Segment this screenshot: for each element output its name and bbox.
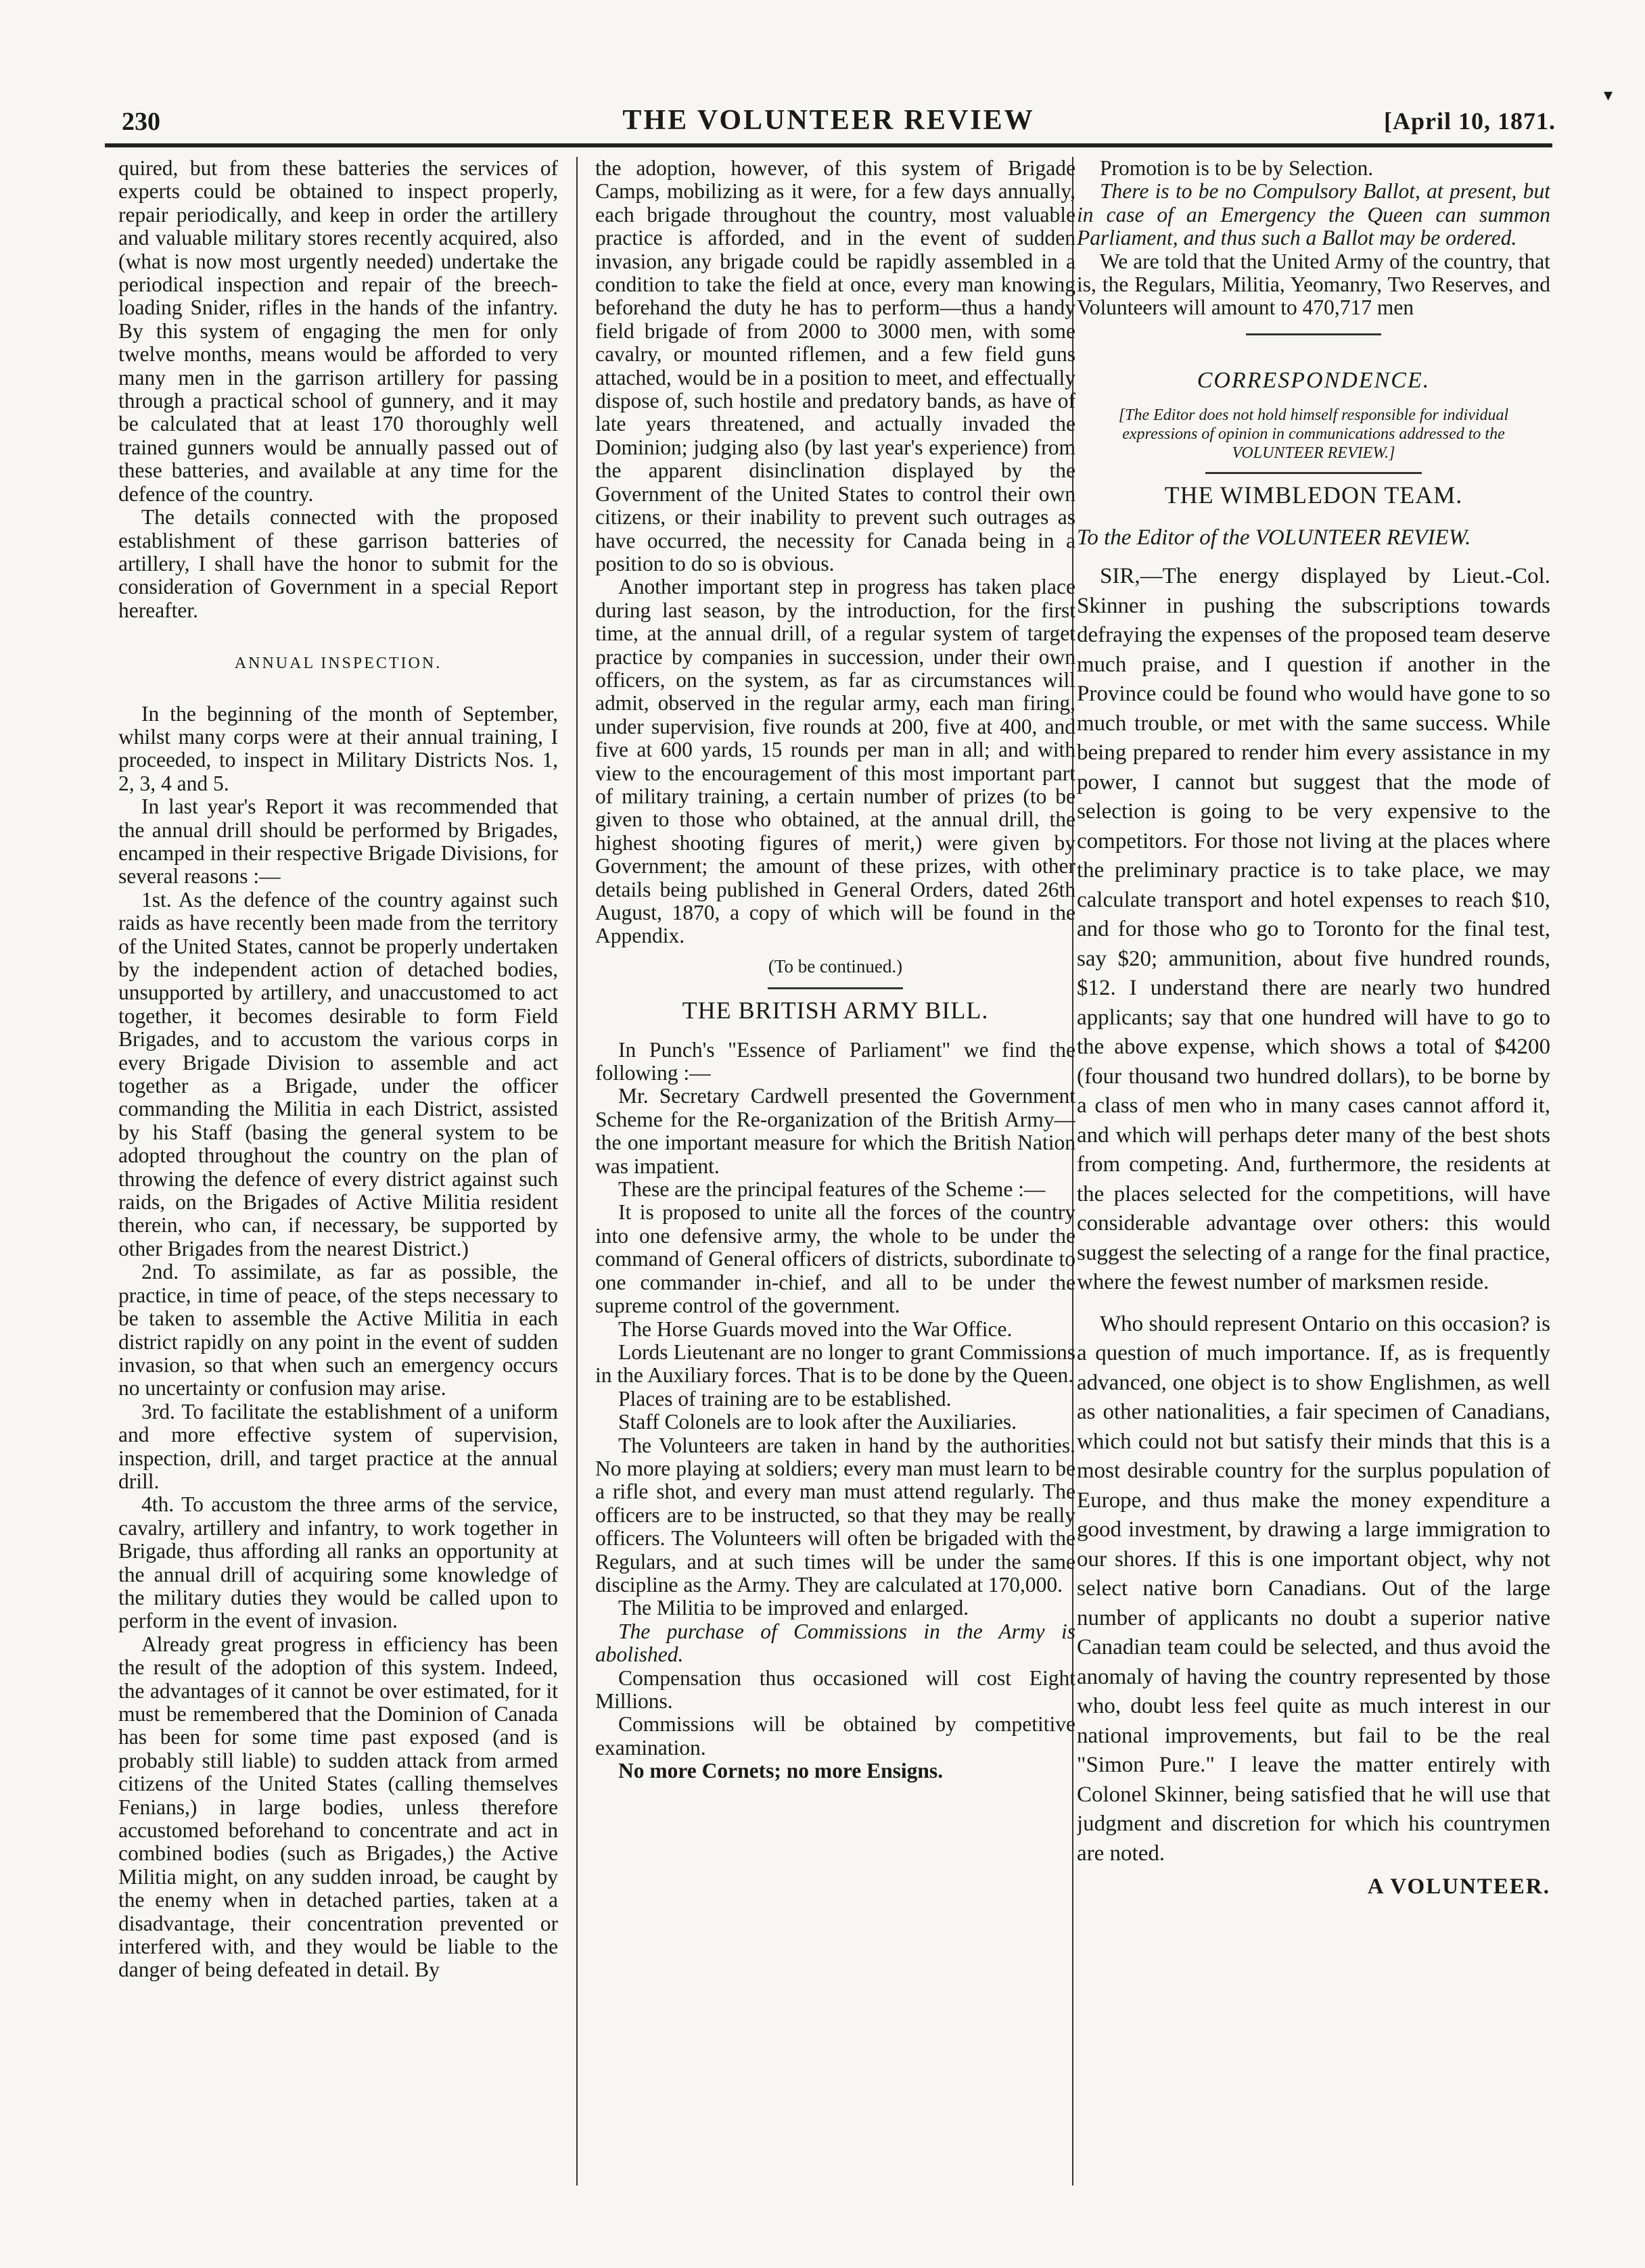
column-3 — [1077, 157, 1550, 2186]
paragraph: The purchase of Commissions in the Army is abolished. — [595, 1619, 1075, 1667]
correspondence-title: CORRESPONDENCE. — [1197, 367, 1431, 393]
editor-disclaimer: [The Editor does not hold himself responsible for individual expressions of opinion in communications addressed to the VOLUNTEER REVIEW.] — [1118, 406, 1509, 463]
masthead: THE VOLUNTEER REVIEW — [622, 105, 1035, 136]
paragraph: Another important step in progress has taken place during last season, by the introduction, for the first time, at the annual drill, of a regular system of target practice by companies in succession, under their own officers, on the system, as far as circumstances will admit, observed in the regular army, each man firing, under supervision, five rounds at 200, five at 400, and five at 600 yards, 15 rounds per man in all; and with view to the encouragement of this most important part of military training, a certain number of prizes (to be given to those who obtained, at the annual drill, the highest shooting figures of merit,) were given by Government; the amount of these prizes, with other details being published in General Orders, dated 26th August, 1870, a copy of which will be found in the Appendix. — [595, 575, 1075, 948]
paragraph: Compensation thus occasioned will cost Eight Millions. — [595, 1665, 1075, 1713]
paragraph: Places of training are to be established. — [618, 1386, 952, 1411]
header-rule — [105, 143, 1552, 147]
divider — [1246, 333, 1381, 335]
paragraph: These are the principal features of the Scheme :— — [618, 1177, 1046, 1202]
divider — [768, 987, 903, 989]
section-heading: ANNUAL INSPECTION. — [234, 655, 442, 673]
continued-note: (To be continued.) — [768, 955, 903, 976]
article-title: THE WIMBLEDON TEAM. — [1164, 481, 1463, 509]
paragraph: the adoption, however, of this system of Brigade Camps, mobilizing as it were, for a few days annually, each brigade throughout the country, most valuable practice is afforded, and in the event of sudden invasion, any brigade could be rapidly assembled in a condition to take the field at once, every man knowing beforehand the duty he has to perform—thus a handy field brigade of from 2000 to 3000 men, with some cavalry, or mounted riflemen, and a few field guns attached, would be in a position to meet, and effectually dispose of, such hostile and predatory bands, as have of late years threatened, and actually invaded the Dominion; judging also (by last year's experience) from the apparent disinclination displayed by the Government of the United States to control their own citizens, or their inability to prevent such outrages as have occurred, the necessity for Canada being in a position to do so is obvious. — [595, 157, 1075, 575]
paragraph: Already great progress in efficiency has been the result of the adoption of this system. Indeed, the advantages of it cannot be over estimated, for it must be remembered that the Dominion of Canada has been for some time past exposed (and is probably still liable) to sudden attack from armed citizens of the United States (calling themselves Fenians,) in large bodies, unless therefore accustomed beforehand to concentrate and act in combined bodies (such as Brigades,) the Active Militia might, on any sudden inroad, be caught by the enemy when in detached parties, taken at a disadvantage, their concentration prevented or interfered with, and they would be liable to the danger of being defeated in detail. By — [118, 1632, 558, 1982]
column-2 — [595, 157, 1075, 2186]
page-number: 230 — [122, 108, 160, 136]
paragraph: There is to be no Compulsory Ballot, at present, but in case of an Emergency the Queen can summon Parliament, and thus such a Ballot may be ordered. — [1077, 179, 1550, 250]
paragraph: In the beginning of the month of September, whilst many corps were at their annual training, I proceeded, to inspect in Military Districts Nos. 1, 2, 3, 4 and 5. — [118, 701, 558, 795]
paragraph: quired, but from these batteries the services of experts could be obtained to inspect properly, repair periodically, and keep in order the artillery and valuable military stores recently acquired, also (what is now most urgently needed) undertake the periodical inspection and repair of the breech-loading Snider, rifles in the hands of the infantry. By this system of engaging the men for only twelve months, means would be afforded to very many men in the garrison artillery for passing through a practical school of gunnery, and it may be calculated that at least 170 thoroughly well trained gunners would be annually passed out of these batteries, and available at any time for the defence of the country. — [118, 157, 558, 506]
paragraph: It is proposed to unite all the forces of the country into one defensive army, the whole to be under the command of General officers of districts, subordinate to one commander in-chief, and all to be under the supreme control of the government. — [595, 1200, 1075, 1318]
paragraph: Mr. Secretary Cardwell presented the Government Scheme for the Re-organization of the British Army—the one important measure for which the British Nation was impatient. — [595, 1084, 1075, 1178]
margin-mark: ▾ — [1603, 85, 1613, 105]
column-rule-1 — [576, 157, 578, 2186]
paragraph: Who should represent Ontario on this occasion? is a question of much importance. If, as is frequently advanced, one object is to show Englishmen, as well as other nationalities, a fair specimen of Canadians, which could not but satisfy their minds that this is a most desirable country for the surplus population of Europe, and thus make the money expenditure a good investment, by drawing a large immigration to our shores. If this is one important object, why not select native born Canadians. Out of the large number of applicants no doubt a superior native Canadian team could be selected, and thus avoid the anomaly of having the country represented by those who, doubt less feel quite as much interest in our national improvements, but fail to be the real "Simon Pure." I leave the matter entirely with Colonel Skinner, being satisfied that he will use that judgment and discretion for which his countrymen are noted. — [1077, 1311, 1550, 1866]
page-header — [101, 101, 1556, 142]
salutation-line: To the Editor of the VOLUNTEER REVIEW. — [1077, 525, 1471, 550]
letter — [1077, 523, 1550, 1902]
column-1 — [118, 157, 558, 2186]
paragraph: 1st. As the defence of the country against such raids as have recently been made from the territory of the United States, cannot be properly undertaken by the independent action of detached bodies, unsupported by artillery, and unaccustomed to act together, it becomes desirable to form Field Brigades, and to accustom the various corps in every Brigade Division to assemble and act together as a Brigade, under the officer commanding the Militia in each District, assisted by his Staff (basing the general system to be adopted throughout the country on the plan of throwing the defence of every district against such raids, on the Brigades of Active Militia resident therein, who can, if necessary, be supported by other Brigades from the nearest District.) — [118, 887, 558, 1260]
paragraph: The Horse Guards moved into the War Office. — [618, 1317, 1013, 1341]
paragraph: We are told that the United Army of the country, that is, the Regulars, Militia, Yeomanry, Two Reserves, and Volunteers will amount to 470,717 men — [1077, 249, 1550, 320]
paragraph: Promotion is to be by Selection. — [1100, 157, 1374, 180]
paragraph: The Volunteers are taken in hand by the authorities. No more playing at soldiers; every man must learn to be a rifle shot, and every man must attend regularly. The officers are to be instructed, so that they may be really officers. The Volunteers will often be brigaded with the Regulars, and at such times will be under the same discipline as the Army. They are calculated at 170,000. — [595, 1433, 1075, 1597]
paragraph: Lords Lieutenant are no longer to grant Commissions in the Auxiliary forces. That is to be done by the Queen. — [595, 1340, 1075, 1388]
signature: A VOLUNTEER. — [1367, 1874, 1550, 1899]
paragraph: Commissions will be obtained by competitive examination. — [595, 1712, 1075, 1759]
paragraph: SIR,—The energy displayed by Lieut.-Col. Skinner in pushing the subscriptions towards defraying the expenses of the proposed team deserve much praise, and I question if another in the Province could be found who would have gone to so much trouble, or met with the same success. While being prepared to render him every assistance in my power, I cannot but suggest that the mode of selection is going to be very expensive to the competitors. For those not living at the places where the preliminary practice is to take place, we may calculate transport and hotel expenses to reach $10, and for those who go to Toronto for the final test, say $20; ammunition, about five hundred rounds, $12. I understand there are nearly two hundred applicants; say that one hundred will have to go to the above expense, which shows a total of $4200 (four thousand two hundred dollars), to be borne by a class of men who in many cases cannot afford it, and which will perhaps deter many of the best shots from competing. And, furthermore, the residents at the places selected for the competitions, will have considerable advantage over others: this would suggest the selecting of a range for the final practice, where the fewest number of marksmen reside. — [1077, 564, 1550, 1295]
issue-date: [April 10, 1871. — [1384, 108, 1556, 135]
paragraph: Staff Colonels are to look after the Auxiliaries. — [618, 1410, 1017, 1434]
paragraph: No more Cornets; no more Ensigns. — [618, 1759, 944, 1783]
divider — [1205, 472, 1422, 474]
paragraph: In last year's Report it was recommended that the annual drill should be performed by Brigades, encamped in their respective Brigade Divisions, for several reasons :— — [118, 795, 558, 889]
paragraph: 2nd. To assimilate, as far as possible, the practice, in time of peace, of the steps necessary to be taken to assemble the Active Militia in each district rapidly on any point in the event of sudden invasion, so that when such an emergency occurs no uncertainty or confusion may arise. — [118, 1260, 558, 1400]
paragraph: The details connected with the proposed establishment of these garrison batteries of artillery, I shall have the honor to submit for the consideration of Government in a special Report hereafter. — [118, 505, 558, 622]
paragraph: In Punch's "Essence of Parliament" we find the following :— — [595, 1037, 1075, 1085]
paragraph: The Militia to be improved and enlarged. — [618, 1596, 969, 1620]
paragraph: 4th. To accustom the three arms of the service, cavalry, artillery and infantry, to work together in Brigade, thus affording all ranks an opportunity at the annual drill of acquiring some knowledge of the military duties they would be called upon to perform in the event of invasion. — [118, 1492, 558, 1633]
paragraph: 3rd. To facilitate the establishment of a uniform and more effective system of supervision, inspection, drill, and target practice at the annual drill. — [118, 1399, 558, 1493]
article-title: THE BRITISH ARMY BILL. — [682, 997, 989, 1024]
